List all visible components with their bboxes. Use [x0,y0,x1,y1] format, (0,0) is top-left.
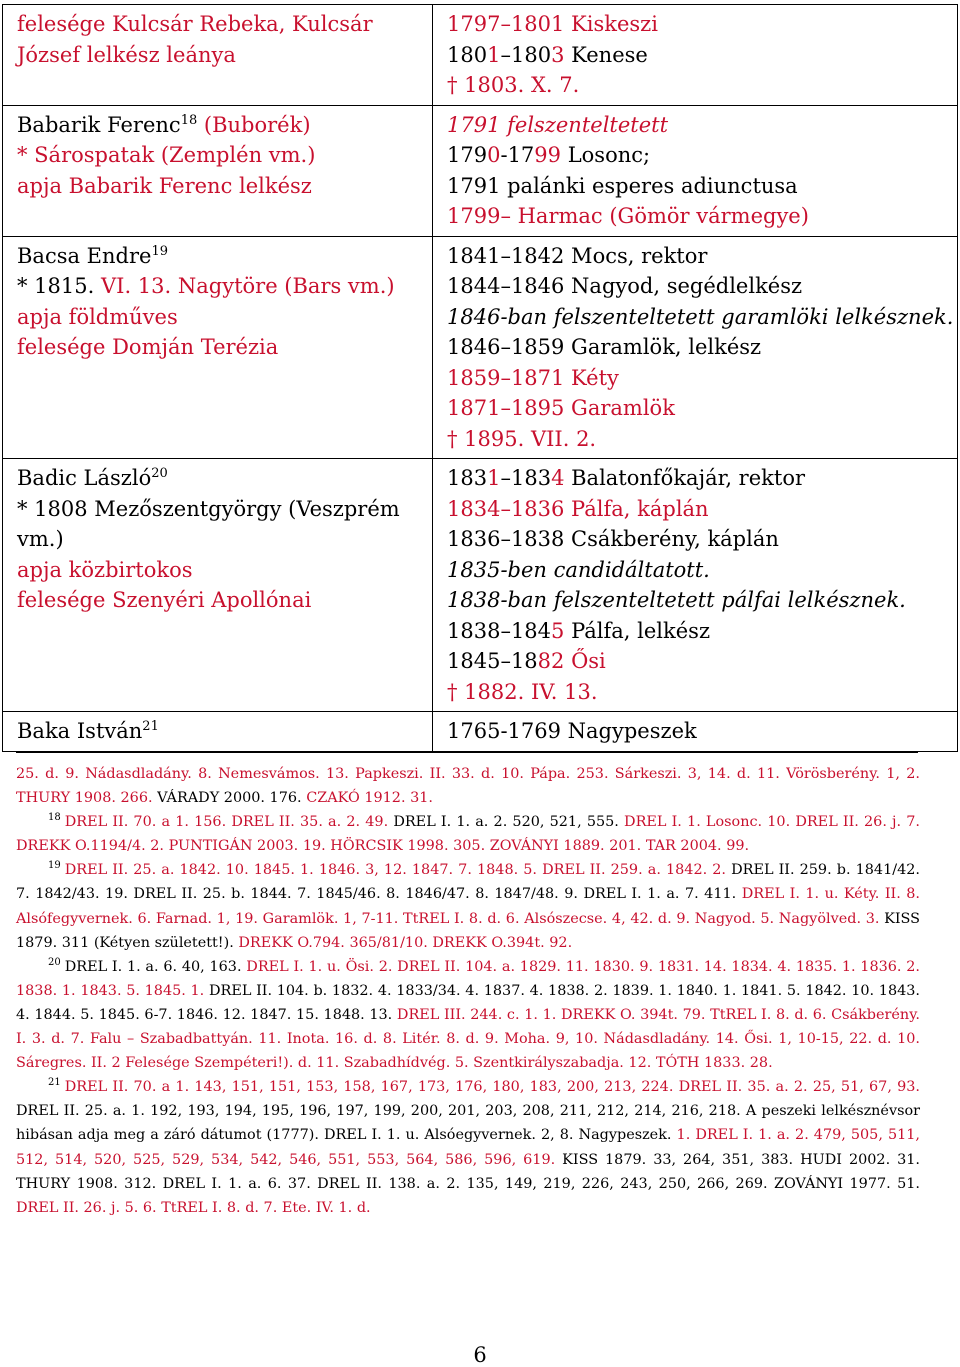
table-row [3,236,958,459]
text-segment: DREL I. 1. Losonc. 10. DREL II. 26. j. 7. DREKK O.1194/4. 2. PUNTIGÁN 2003. 19. HÖRCSIK 1998. 305. ZOVÁNYI 1889. 201. TAR 2004. 99. [16,814,920,855]
footnote [16,858,920,954]
text-line [17,140,420,171]
text-segment: DREL II. 25. a. 1. 192, 193, 194, 195, 196, 197, 199, 200, 201, 203, 208, 211, 212, 214, 216, 218. A peszeki lelkésznévsor hibásan adja meg a záró dátumot (1777). DREL I. 1. u. Alsóegyvernek. 2, 8. Nagypeszek. [16,1103,920,1144]
text-segment: DREL III. 244. c. 1. 1. DREKK O. 394t. 79. TtREL I. 8. d. 6. Csákberény. I. 3. d. 7. Falu – Szabadbattyán. 11. Inota. 16. d. 8. Litér. 8. d. 9. Moha. 9, 10. Nádasdladány. 14. Ősi. 1, 10-15, 22. d. 10. Sáregres. II. 2 Felesége Szempéteri!). d. 11. Szabadhídvég. 5. Szentkirályszabadja. 12. TÓTH 1833. 28. [16,1006,920,1072]
text-line [447,332,945,363]
text-segment: DREKK O.794. 365/81/10. DREKK O.394t. 92. [238,934,573,951]
table-row [3,105,958,236]
text-line [17,494,420,525]
text-line [447,110,945,141]
footnote-ref: 20 [151,466,168,481]
table-row [3,712,958,752]
text-line [447,463,945,494]
text-line [447,140,945,171]
text-line [447,271,945,302]
footnote [16,1075,920,1220]
text-segment: DREL II. 25. a. 1842. 10. 1845. 1. 1846. 3, 12. 1847. 7. 1848. 5. DREL II. 259. a. 1842. 2. [64,862,732,879]
table-row [3,459,958,712]
text-segment: –183 [500,466,552,490]
text-line [17,302,420,333]
text-line [447,616,945,647]
footnote [16,762,920,810]
text-line [447,524,945,555]
text-segment: CZAKÓ 1912. 31. [306,790,433,807]
text-segment: 82 Ősi [537,649,606,673]
text-line [447,302,954,333]
footnote-ref: 19 [151,243,168,259]
text-segment: 1845–18 [447,649,538,673]
text-segment: 1799– Harmac (Gömör vármegye) [447,204,809,228]
text-segment: 1797–1801 Kiskeszi [447,12,658,36]
person-cell [3,5,433,106]
text-segment: -17 [500,143,535,167]
text-line [17,9,420,40]
text-segment: apja közbirtokos [17,557,193,582]
career-cell [433,5,958,106]
text-segment: † 1803. X. 7. [447,73,580,97]
text-segment: Losonc; [561,143,651,167]
text-segment: DREL I. 1. a. 2. 520, 521, 555. [393,814,625,831]
text-segment: * Sárospatak (Zemplén vm.) [17,143,316,167]
text-segment: 1838-ban felszenteltetett pálfai lelkésznek. [447,588,906,612]
text-line [447,585,945,616]
text-segment: 179 [447,143,488,167]
text-segment: felesége Domján Terézia [17,335,279,359]
text-segment: DREL II. 259. b. 1841/42. 7. 1842/43. 19. DREL II. 25. b. 1844. 7. 1845/46. 8. 1846/47. 8. 1847/48. 9. DREL I. 1. a. 7. 411. [16,862,920,903]
text-line [17,716,420,747]
text-segment: Balatonfőkajár, rektor [564,466,805,490]
text-segment: 1836–1838 Csákberény, káplán [447,527,779,551]
text-segment: 1841–1842 Mocs, rektor [447,243,708,268]
text-segment: Badic László [17,466,152,490]
text-segment: DREL II. 104. b. 1832. 4. 1833/34. 4. 1837. 4. 1838. 2. 1839. 1. 1840. 1. 1841. 5. 1842. 10. 1843. 4. 1844. 5. 1845. 6-7. 1846. 12. 1847. 15. 1848. 13. [16,982,920,1023]
text-segment: 180 [447,42,488,67]
text-segment: 99 [534,143,562,167]
text-segment: 25. d. 9. Nádasdladány. 8. Nemesvámos. 13. Papkeszi. II. 33. d. 10. Pápa. 253. Sárkeszi. 3, 14. d. 11. Vörösberény. 1, 2. THURY 1908. 266. [16,766,920,807]
text-line [447,393,945,424]
text-segment: 1846–1859 Garamlök, lelkész [447,335,762,359]
person-cell [3,459,433,712]
text-segment: † 1895. VII. 2. [447,426,597,451]
text-segment: 1834–1836 Pálfa, káplán [447,496,709,521]
footnote-number: 21 [48,1077,61,1089]
footnote [16,955,920,1075]
text-line [447,555,945,586]
text-line [17,171,420,202]
person-cell [3,236,433,459]
career-cell [433,105,958,236]
text-segment: apja földműves [17,304,178,329]
text-segment: † 1882. IV. 13. [447,679,598,704]
text-segment: 3 [551,42,565,67]
text-line [447,171,945,202]
person-cell [3,712,433,752]
text-line [17,524,420,555]
text-segment: 1835-ben candidáltatott. [447,557,710,582]
text-segment: –180 [500,42,552,67]
text-segment: VI. 13. Nagytöre (Bars vm.) [100,274,395,298]
text-segment: KISS 1879. 33, 264, 351, 383. HUDI 2002. 31. THURY 1908. 312. DREL I. 1. a. 6. 37. DREL II. 138. a. 2. 135, 149, 219, 226, 243, 250, 266, 269. ZOVÁNYI 1977. 51. [16,1151,921,1192]
text-segment: Babarik Ferenc [17,112,181,137]
text-segment: 5 [551,618,565,643]
text-segment: * 1808 Mezőszentgyörgy (Veszprém [17,496,400,521]
career-cell [433,236,958,459]
footnote-number: 18 [48,812,61,824]
text-segment: DREL II. 70. a 1. 156. DREL II. 35. a. 2. 49. [64,814,394,831]
text-segment: DREL I. 1. u. Ösi. 2. DREL II. 104. a. 1829. 11. 1830. 9. 1831. 14. 1834. 4. 1835. 1. 1836. 2. 1838. 1. 1843. 5. 1845. 1. [16,958,920,999]
text-segment: 1846-ban felszenteltetett garamlöki lelkésznek. [447,304,954,329]
text-segment: József lelkész leánya [17,42,236,67]
text-line [17,332,420,363]
text-line [447,646,945,677]
text-segment: 1765-1769 Nagypeszek [447,719,697,743]
text-segment: DREL I. 1. a. 6. 40, 163. [64,958,247,975]
footnote [16,810,920,858]
text-segment: 1859–1871 Kéty [447,365,619,390]
text-line [447,241,945,272]
text-line [17,555,420,586]
text-segment: DREL II. 26. j. 5. 6. TtREL I. 8. d. 7. Ete. IV. 1. d. [16,1199,371,1216]
text-segment: 0 [487,143,501,167]
text-segment: 1791 felszenteltetett [447,112,669,137]
footnote-number: 19 [48,860,61,872]
text-line [17,271,420,302]
page-number: 6 [473,1343,487,1367]
text-segment: felesége Kulcsár Rebeka, Kulcsár [17,12,373,36]
text-segment: apja Babarik Ferenc lelkész [17,173,312,198]
text-segment: * 1815. [17,274,101,298]
text-segment: DREL I. 1. u. Kéty. II. 8. Alsófegyvernek. 6. Farnad. 1, 19. Garamlök. 1, 7-11. TtREL I. 8. d. 6. Alsószecse. 4, 42. d. 9. Nagyod. 5. Nagyölved. 3. [16,886,921,927]
text-line [447,70,945,101]
text-line [17,463,420,494]
footnote-ref: 18 [180,112,198,128]
text-segment: 4 [551,466,565,490]
table-row [3,5,958,106]
text-line [447,9,945,40]
text-segment: (Buborék) [197,112,311,137]
text-segment: 1838–184 [447,618,552,643]
text-line [17,110,420,141]
text-segment: Baka István [17,719,143,743]
text-line [447,424,945,455]
text-segment: 1 [487,42,501,67]
text-line [447,201,945,232]
career-cell [433,712,958,752]
footnote-number: 20 [48,956,61,968]
text-segment: KISS 1879. 311 (Kétyen született!). [16,910,920,951]
career-cell [433,459,958,712]
text-segment: VÁRADY 2000. 176. [157,790,307,807]
text-line [447,494,945,525]
text-line [17,40,420,71]
text-segment: vm.) [17,527,64,551]
text-segment: 183 [447,466,488,490]
footnote-ref: 21 [142,719,159,734]
text-segment: 1 [487,466,501,490]
text-segment: Kenese [564,42,648,67]
text-line [447,40,945,71]
text-line [447,716,945,747]
text-segment: 1. DREL I. 1. a. 2. 479, 505, 511, 512, 514, 520, 525, 529, 534, 542, 546, 551, 553, 564, 586, 596, 619. [16,1127,920,1168]
text-segment: Bacsa Endre [17,243,152,268]
text-segment: Pálfa, lelkész [564,618,711,643]
text-segment: 1844–1846 Nagyod, segédlelkész [447,274,803,298]
text-line [17,585,420,616]
text-segment: 1791 palánki esperes adiunctusa [447,173,798,198]
text-line [447,677,945,708]
text-segment: DREL II. 70. a 1. 143, 151, 151, 153, 158, 167, 173, 176, 180, 183, 200, 213, 224. DREL II. 35. a. 2. 25, 51, 67, 93. [64,1079,920,1096]
text-segment: felesége Szenyéri Apollónai [17,588,312,612]
pastor-biography-table [2,4,958,752]
footnote-separator [16,752,918,753]
text-line [17,241,420,272]
text-line [447,363,945,394]
person-cell [3,105,433,236]
footnotes-section [16,762,920,1220]
text-segment: 1871–1895 Garamlök [447,396,675,420]
